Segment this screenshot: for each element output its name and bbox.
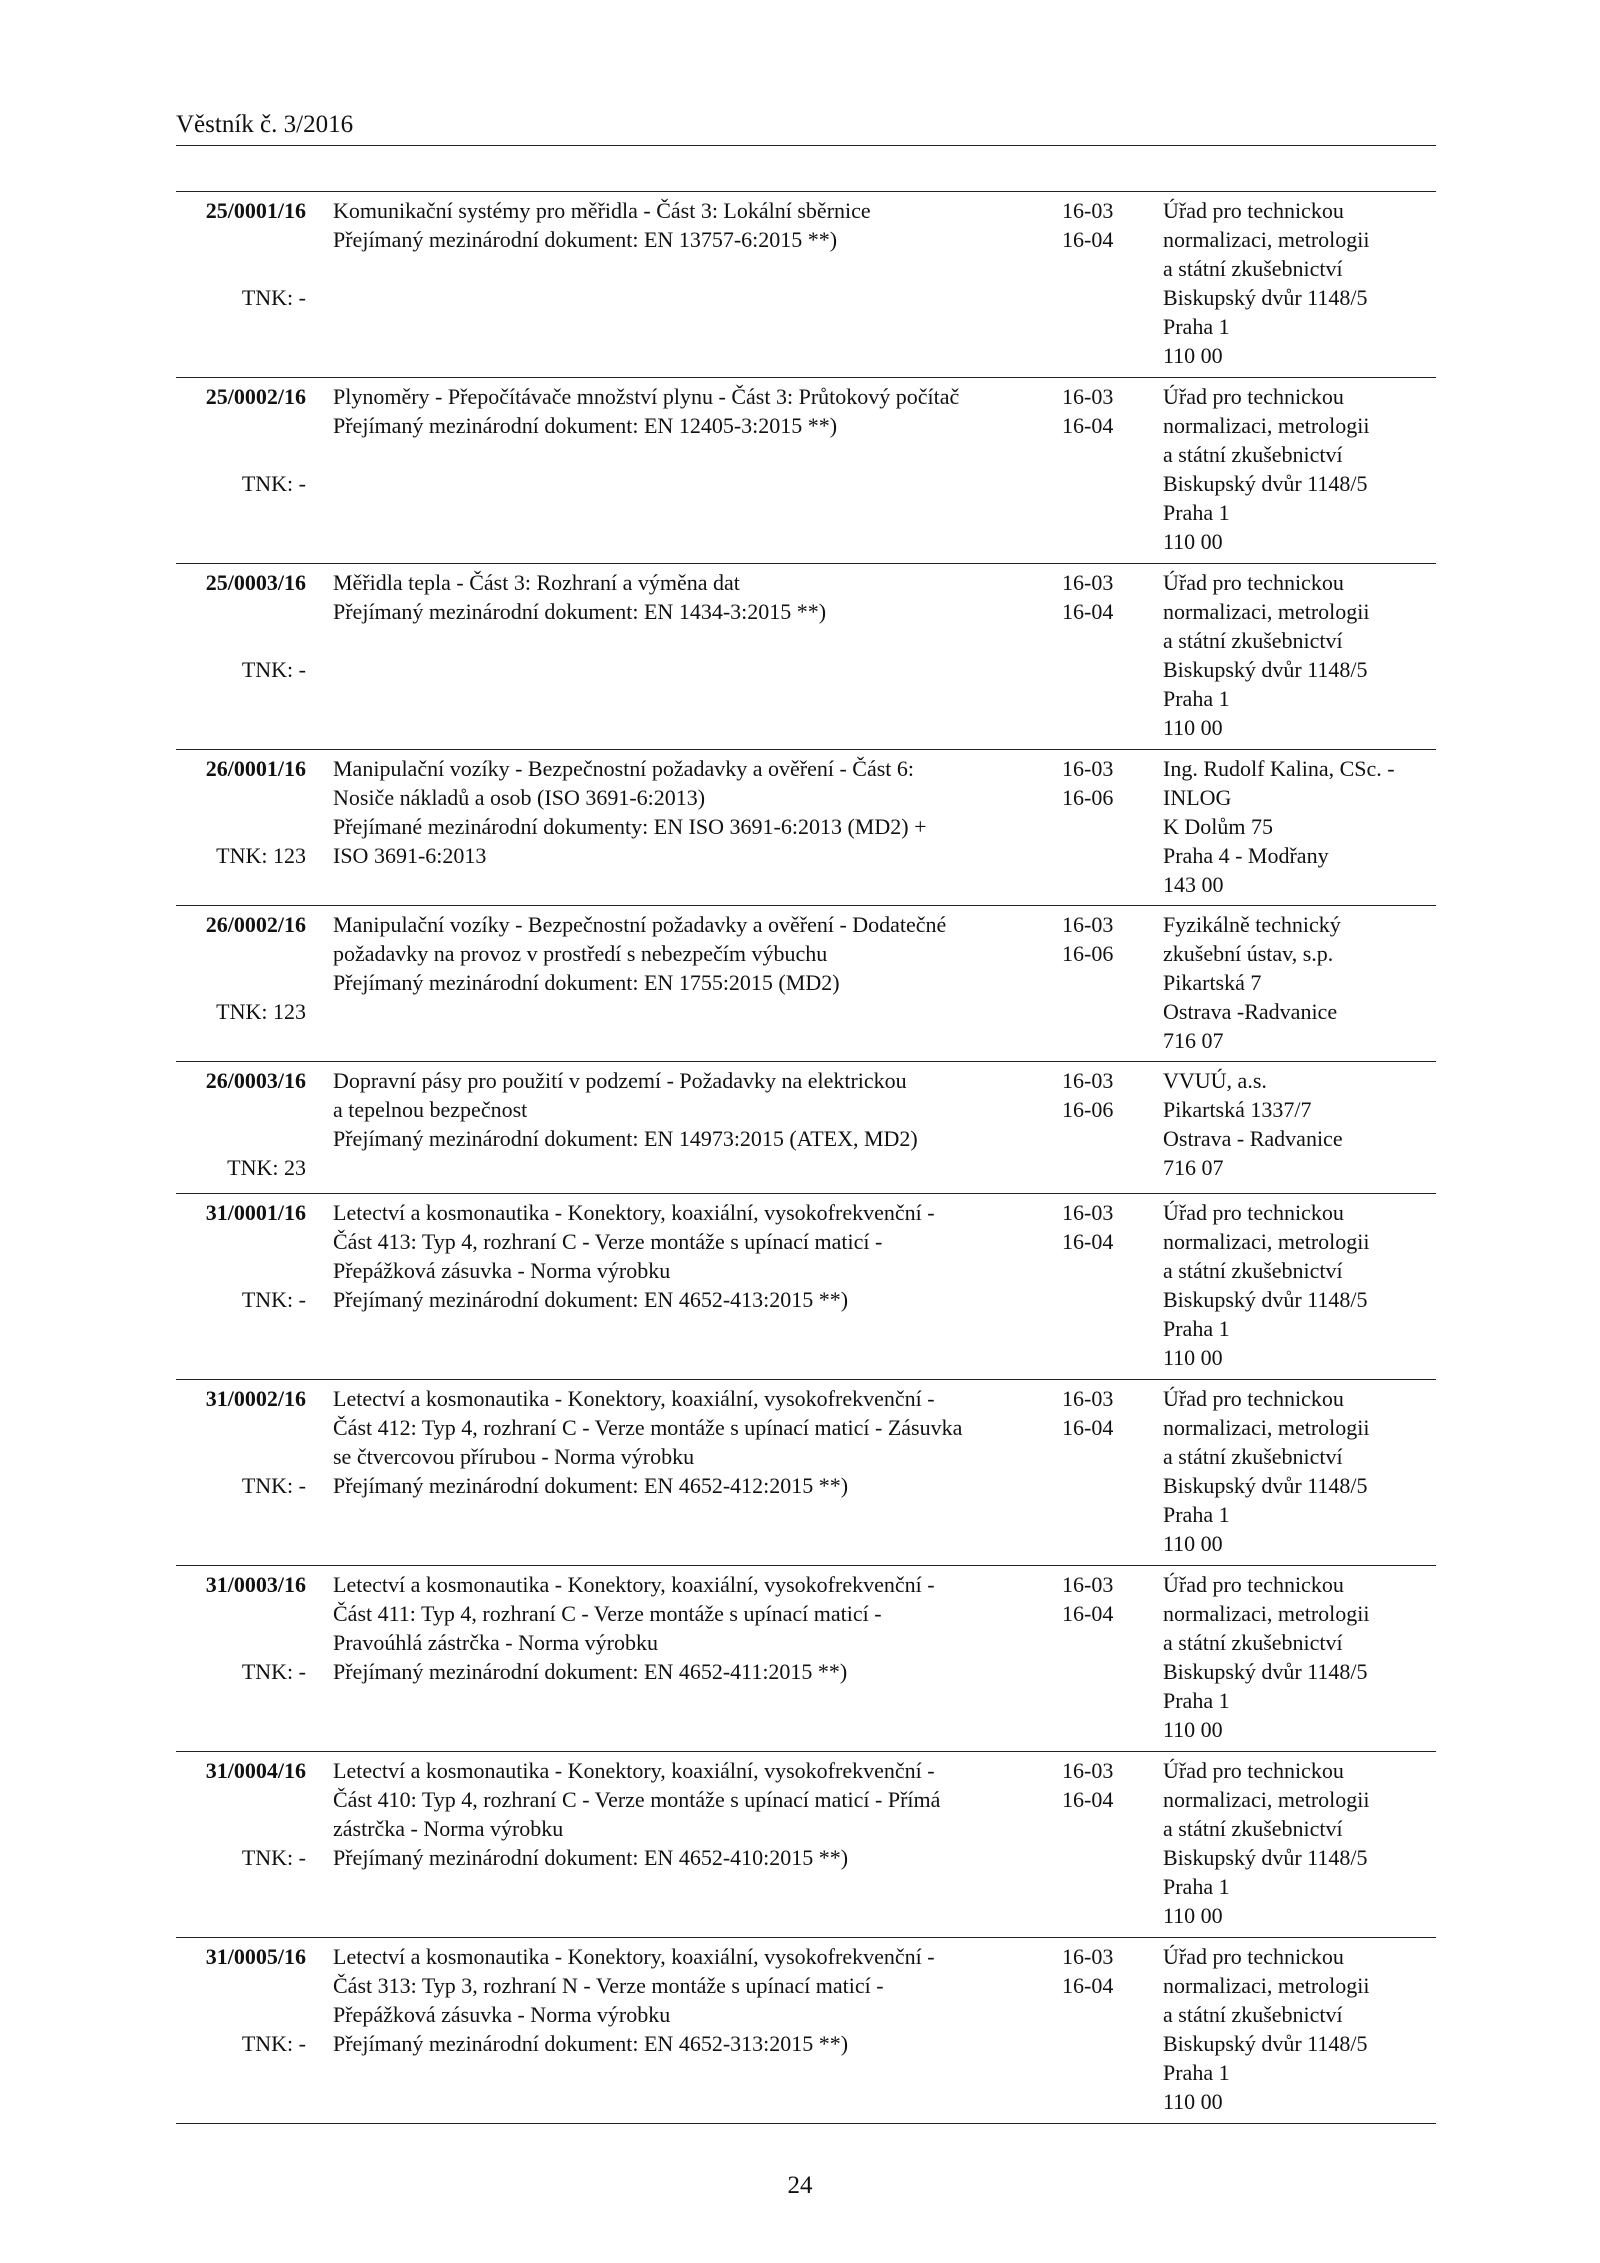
date-code: 16-03 bbox=[1062, 1200, 1114, 1225]
address-line: Praha 1 bbox=[1163, 1874, 1230, 1899]
address-line: Biskupský dvůr 1148/5 bbox=[1163, 1473, 1368, 1498]
processor-address bbox=[1163, 568, 1433, 742]
table-row bbox=[176, 1566, 1436, 1752]
title-line: Přejímané mezinárodní dokumenty: EN ISO 3691-6:2013 (MD2) + bbox=[333, 814, 927, 839]
address-line: Pikartská 1337/7 bbox=[1163, 1097, 1312, 1122]
processor-address bbox=[1163, 1384, 1433, 1558]
date-code: 16-03 bbox=[1062, 912, 1114, 937]
date-codes bbox=[1062, 1756, 1132, 1814]
address-line: normalizaci, metrologii bbox=[1163, 413, 1370, 438]
address-line: Úřad pro technickou bbox=[1163, 198, 1344, 223]
date-codes bbox=[1062, 1570, 1132, 1628]
processor-address bbox=[1163, 754, 1433, 899]
tnk-label: TNK: - bbox=[241, 2031, 306, 2056]
address-line: 716 07 bbox=[1163, 1028, 1224, 1053]
standard-title bbox=[333, 1942, 933, 2058]
table-row bbox=[176, 192, 1436, 378]
address-line: 110 00 bbox=[1163, 2089, 1223, 2114]
address-line: Biskupský dvůr 1148/5 bbox=[1163, 1287, 1368, 1312]
title-line: Letectví a kosmonautika - Konektory, koaxiální, vysokofrekvenční - bbox=[333, 1572, 935, 1597]
date-code: 16-06 bbox=[1062, 941, 1114, 966]
address-line: normalizaci, metrologii bbox=[1163, 227, 1370, 252]
title-line: Plynoměry - Přepočítávače množství plynu - Část 3: Průtokový počítač bbox=[333, 384, 960, 409]
title-line: Část 410: Typ 4, rozhraní C - Verze montáže s upínací maticí - Přímá bbox=[333, 1787, 941, 1812]
address-line: Úřad pro technickou bbox=[1163, 1200, 1344, 1225]
date-codes bbox=[1062, 910, 1132, 968]
address-line: Biskupský dvůr 1148/5 bbox=[1163, 2031, 1368, 2056]
title-line: Manipulační vozíky - Bezpečnostní požadavky a ověření - Dodatečné bbox=[333, 912, 947, 937]
address-line: 110 00 bbox=[1163, 715, 1223, 740]
address-line: a státní zkušebnictví bbox=[1163, 1444, 1343, 1469]
title-line: Pravoúhlá zástrčka - Norma výrobku bbox=[333, 1630, 659, 1655]
standard-number: 31/0002/16 bbox=[205, 1386, 306, 1411]
address-line: Praha 1 bbox=[1163, 500, 1230, 525]
processor-address bbox=[1163, 1198, 1433, 1372]
tnk-label: TNK: - bbox=[241, 657, 306, 682]
table-row bbox=[176, 1752, 1436, 1938]
date-code: 16-04 bbox=[1062, 227, 1114, 252]
date-code: 16-03 bbox=[1062, 384, 1114, 409]
standard-number: 31/0003/16 bbox=[205, 1572, 306, 1597]
address-line: Ing. Rudolf Kalina, CSc. - bbox=[1163, 756, 1395, 781]
date-code: 16-03 bbox=[1062, 1572, 1114, 1597]
date-code: 16-04 bbox=[1062, 1415, 1114, 1440]
address-line: 110 00 bbox=[1163, 343, 1223, 368]
date-code: 16-06 bbox=[1062, 785, 1114, 810]
address-line: VVUÚ, a.s. bbox=[1163, 1068, 1267, 1093]
address-line: normalizaci, metrologii bbox=[1163, 1229, 1370, 1254]
table-row bbox=[176, 1380, 1436, 1566]
date-code: 16-03 bbox=[1062, 1068, 1114, 1093]
title-line: Přejímaný mezinárodní dokument: EN 4652-313:2015 **) bbox=[333, 2031, 849, 2056]
title-line: se čtvercovou přírubou - Norma výrobku bbox=[333, 1444, 695, 1469]
tnk-label: TNK: - bbox=[241, 1287, 306, 1312]
standards-table bbox=[176, 192, 1436, 2124]
title-line: Měřidla tepla - Část 3: Rozhraní a výměna dat bbox=[333, 570, 740, 595]
date-code: 16-04 bbox=[1062, 1787, 1114, 1812]
address-line: 143 00 bbox=[1163, 872, 1224, 897]
table-row bbox=[176, 378, 1436, 564]
address-line: Biskupský dvůr 1148/5 bbox=[1163, 1659, 1368, 1684]
date-codes bbox=[1062, 568, 1132, 626]
address-line: Praha 1 bbox=[1163, 1316, 1230, 1341]
title-line: Přepážková zásuvka - Norma výrobku bbox=[333, 2002, 671, 2027]
address-line: normalizaci, metrologii bbox=[1163, 1415, 1370, 1440]
address-line: Ostrava - Radvanice bbox=[1163, 1126, 1343, 1151]
title-line: Část 313: Typ 3, rozhraní N - Verze montáže s upínací maticí - bbox=[333, 1973, 884, 1998]
address-line: K Dolům 75 bbox=[1163, 814, 1273, 839]
address-line: 110 00 bbox=[1163, 1531, 1223, 1556]
standard-title bbox=[333, 196, 933, 254]
address-line: normalizaci, metrologii bbox=[1163, 599, 1370, 624]
processor-address bbox=[1163, 196, 1433, 370]
table-row bbox=[176, 1062, 1436, 1194]
tnk-label: TNK: - bbox=[241, 1473, 306, 1498]
address-line: Úřad pro technickou bbox=[1163, 1944, 1344, 1969]
date-codes bbox=[1062, 196, 1132, 254]
address-line: a státní zkušebnictví bbox=[1163, 1630, 1343, 1655]
date-code: 16-03 bbox=[1062, 198, 1114, 223]
tnk-label: TNK: 23 bbox=[227, 1155, 306, 1180]
title-line: Přejímaný mezinárodní dokument: EN 1434-3:2015 **) bbox=[333, 599, 827, 624]
address-line: Úřad pro technickou bbox=[1163, 1572, 1344, 1597]
tnk-label: TNK: - bbox=[241, 1659, 306, 1684]
table-row bbox=[176, 906, 1436, 1062]
processor-address bbox=[1163, 910, 1433, 1055]
table-row bbox=[176, 1194, 1436, 1380]
standard-title bbox=[333, 1066, 933, 1153]
standard-title bbox=[333, 1756, 941, 1872]
address-line: normalizaci, metrologii bbox=[1163, 1787, 1370, 1812]
processor-address bbox=[1163, 1756, 1433, 1930]
title-line: Přepážková zásuvka - Norma výrobku bbox=[333, 1258, 671, 1283]
address-line: a státní zkušebnictví bbox=[1163, 2002, 1343, 2027]
address-line: a státní zkušebnictví bbox=[1163, 628, 1343, 653]
title-line: Část 411: Typ 4, rozhraní C - Verze montáže s upínací maticí - bbox=[333, 1601, 882, 1626]
table-row bbox=[176, 564, 1436, 750]
page-header-title: Věstník č. 3/2016 bbox=[176, 111, 354, 138]
tnk-label: TNK: 123 bbox=[216, 843, 306, 868]
standard-title bbox=[333, 1384, 963, 1500]
address-line: a státní zkušebnictví bbox=[1163, 256, 1343, 281]
title-line: Manipulační vozíky - Bezpečnostní požadavky a ověření - Část 6: bbox=[333, 756, 914, 781]
standard-number: 25/0001/16 bbox=[205, 198, 306, 223]
date-code: 16-03 bbox=[1062, 1758, 1114, 1783]
address-line: Praha 1 bbox=[1163, 1688, 1230, 1713]
tnk-label: TNK: - bbox=[241, 471, 306, 496]
standard-title bbox=[333, 1570, 933, 1686]
address-line: Biskupský dvůr 1148/5 bbox=[1163, 471, 1368, 496]
address-line: INLOG bbox=[1163, 785, 1232, 810]
date-code: 16-04 bbox=[1062, 413, 1114, 438]
address-line: 110 00 bbox=[1163, 1717, 1223, 1742]
address-line: Úřad pro technickou bbox=[1163, 1758, 1344, 1783]
address-line: normalizaci, metrologii bbox=[1163, 1601, 1370, 1626]
address-line: a státní zkušebnictví bbox=[1163, 442, 1343, 467]
address-line: Praha 1 bbox=[1163, 686, 1230, 711]
date-code: 16-04 bbox=[1062, 1229, 1114, 1254]
address-line: Ostrava -Radvanice bbox=[1163, 999, 1338, 1024]
standard-number: 31/0005/16 bbox=[205, 1944, 306, 1969]
address-line: Praha 1 bbox=[1163, 2060, 1230, 2085]
tnk-label: TNK: 123 bbox=[216, 999, 306, 1024]
page-number: 24 bbox=[787, 2172, 813, 2199]
address-line: Praha 1 bbox=[1163, 314, 1230, 339]
table-row bbox=[176, 1938, 1436, 2124]
address-line: 110 00 bbox=[1163, 1903, 1223, 1928]
address-line: 716 07 bbox=[1163, 1155, 1224, 1180]
address-line: Úřad pro technickou bbox=[1163, 570, 1344, 595]
standard-title bbox=[333, 1198, 933, 1314]
processor-address bbox=[1163, 1570, 1433, 1744]
date-codes bbox=[1062, 1942, 1132, 2000]
title-line: Přejímaný mezinárodní dokument: EN 12405-3:2015 **) bbox=[333, 413, 838, 438]
date-codes bbox=[1062, 1198, 1132, 1256]
address-line: 110 00 bbox=[1163, 1345, 1223, 1370]
title-line: Letectví a kosmonautika - Konektory, koaxiální, vysokofrekvenční - bbox=[333, 1944, 935, 1969]
address-line: Pikartská 7 bbox=[1163, 970, 1262, 995]
standard-number: 26/0001/16 bbox=[205, 756, 306, 781]
title-line: Letectví a kosmonautika - Konektory, koaxiální, vysokofrekvenční - bbox=[333, 1386, 935, 1411]
tnk-label: TNK: - bbox=[241, 1845, 306, 1870]
standard-number: 26/0002/16 bbox=[205, 912, 306, 937]
title-line: Část 412: Typ 4, rozhraní C - Verze montáže s upínací maticí - Zásuvka bbox=[333, 1415, 963, 1440]
standard-number: 31/0001/16 bbox=[205, 1200, 306, 1225]
title-line: Komunikační systémy pro měřidla - Část 3: Lokální sběrnice bbox=[333, 198, 871, 223]
address-line: Úřad pro technickou bbox=[1163, 1386, 1344, 1411]
date-code: 16-03 bbox=[1062, 1944, 1114, 1969]
processor-address bbox=[1163, 1942, 1433, 2116]
standard-number: 26/0003/16 bbox=[205, 1068, 306, 1093]
header-divider bbox=[176, 145, 1436, 146]
title-line: Přejímaný mezinárodní dokument: EN 4652-410:2015 **) bbox=[333, 1845, 849, 1870]
date-code: 16-06 bbox=[1062, 1097, 1114, 1122]
title-line: Přejímaný mezinárodní dokument: EN 4652-411:2015 **) bbox=[333, 1659, 848, 1684]
date-codes bbox=[1062, 382, 1132, 440]
title-line: Přejímaný mezinárodní dokument: EN 4652-413:2015 **) bbox=[333, 1287, 849, 1312]
address-line: Praha 4 - Modřany bbox=[1163, 843, 1329, 868]
title-line: a tepelnou bezpečnost bbox=[333, 1097, 528, 1122]
address-line: a státní zkušebnictví bbox=[1163, 1258, 1343, 1283]
tnk-label: TNK: - bbox=[241, 285, 306, 310]
title-line: Přejímaný mezinárodní dokument: EN 14973:2015 (ATEX, MD2) bbox=[333, 1126, 918, 1151]
address-line: Biskupský dvůr 1148/5 bbox=[1163, 657, 1368, 682]
date-code: 16-04 bbox=[1062, 1601, 1114, 1626]
date-codes bbox=[1062, 1066, 1132, 1124]
address-line: a státní zkušebnictví bbox=[1163, 1816, 1343, 1841]
standard-number: 25/0002/16 bbox=[205, 384, 306, 409]
standard-title bbox=[333, 754, 933, 870]
date-codes bbox=[1062, 1384, 1132, 1442]
date-code: 16-03 bbox=[1062, 756, 1114, 781]
title-line: Dopravní pásy pro použití v podzemí - Požadavky na elektrickou bbox=[333, 1068, 907, 1093]
title-line: Letectví a kosmonautika - Konektory, koaxiální, vysokofrekvenční - bbox=[333, 1758, 935, 1783]
processor-address bbox=[1163, 382, 1433, 556]
address-line: Fyzikálně technický bbox=[1163, 912, 1341, 937]
standard-title bbox=[333, 910, 947, 997]
date-code: 16-04 bbox=[1062, 1973, 1114, 1998]
address-line: Praha 1 bbox=[1163, 1502, 1230, 1527]
title-line: Letectví a kosmonautika - Konektory, koaxiální, vysokofrekvenční - bbox=[333, 1200, 935, 1225]
title-line: Nosiče nákladů a osob (ISO 3691-6:2013) bbox=[333, 785, 706, 810]
title-line: Přejímaný mezinárodní dokument: EN 13757-6:2015 **) bbox=[333, 227, 838, 252]
title-line: ISO 3691-6:2013 bbox=[333, 843, 487, 868]
address-line: zkušební ústav, s.p. bbox=[1163, 941, 1334, 966]
title-line: požadavky na provoz v prostředí s nebezpečím výbuchu bbox=[333, 941, 828, 966]
title-line: zástrčka - Norma výrobku bbox=[333, 1816, 564, 1841]
processor-address bbox=[1163, 1066, 1433, 1182]
standard-title bbox=[333, 382, 960, 440]
address-line: normalizaci, metrologii bbox=[1163, 1973, 1370, 1998]
date-code: 16-03 bbox=[1062, 1386, 1114, 1411]
address-line: Biskupský dvůr 1148/5 bbox=[1163, 285, 1368, 310]
address-line: Biskupský dvůr 1148/5 bbox=[1163, 1845, 1368, 1870]
date-code: 16-04 bbox=[1062, 599, 1114, 624]
address-line: Úřad pro technickou bbox=[1163, 384, 1344, 409]
standard-title bbox=[333, 568, 933, 626]
title-line: Přejímaný mezinárodní dokument: EN 1755:2015 (MD2) bbox=[333, 970, 840, 995]
standard-number: 25/0003/16 bbox=[205, 570, 306, 595]
title-line: Část 413: Typ 4, rozhraní C - Verze montáže s upínací maticí - bbox=[333, 1229, 883, 1254]
address-line: 110 00 bbox=[1163, 529, 1223, 554]
standard-number: 31/0004/16 bbox=[205, 1758, 306, 1783]
title-line: Přejímaný mezinárodní dokument: EN 4652-412:2015 **) bbox=[333, 1473, 849, 1498]
date-codes bbox=[1062, 754, 1132, 812]
date-code: 16-03 bbox=[1062, 570, 1114, 595]
table-row bbox=[176, 750, 1436, 906]
